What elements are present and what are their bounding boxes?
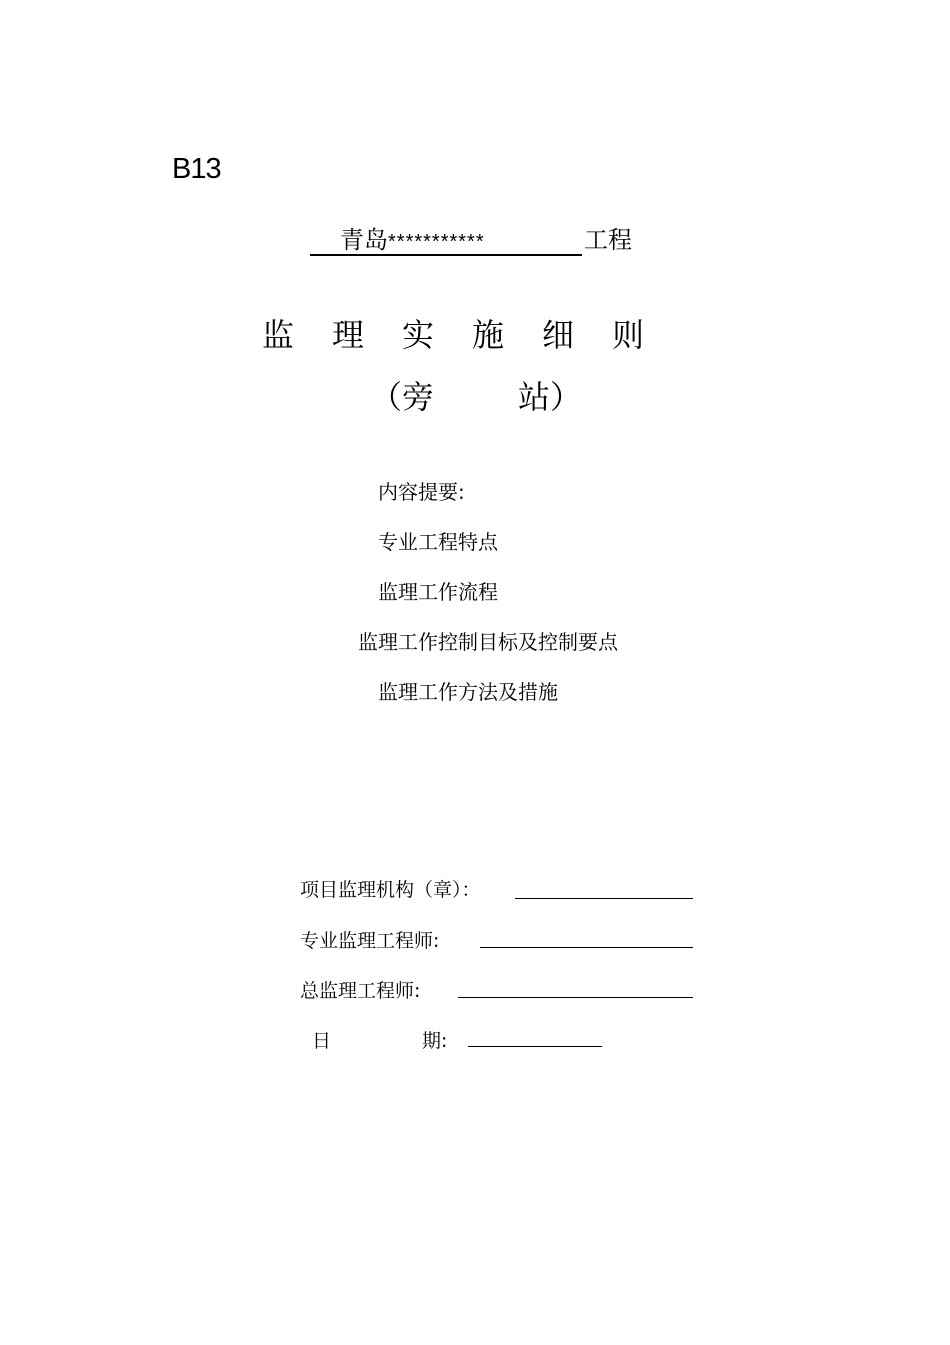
document-title: 监理实施细则: [262, 316, 683, 354]
contents-item: 监理工作流程: [378, 580, 498, 604]
subtitle-close: 站）: [518, 378, 583, 416]
project-suffix: 工程: [584, 226, 632, 254]
engineer-label: 专业监理工程师:: [300, 930, 440, 952]
date-label-left: 日: [312, 1030, 332, 1052]
contents-item: 监理工作方法及措施: [378, 680, 558, 704]
contents-item: 监理工作控制目标及控制要点: [358, 630, 618, 654]
engineer-signature-line[interactable]: [480, 925, 693, 948]
subtitle-open: （旁: [370, 378, 435, 416]
org-signature-line[interactable]: [515, 876, 693, 899]
contents-item: 专业工程特点: [378, 530, 498, 554]
project-name-prefix: 青岛: [340, 226, 388, 254]
date-label-right: 期:: [422, 1030, 448, 1052]
project-name-masked: ***********: [388, 231, 485, 253]
document-subtitle: [370, 372, 582, 418]
date-line[interactable]: [468, 1024, 602, 1047]
document-code: B13: [172, 153, 221, 185]
project-name-field: [310, 224, 582, 256]
chief-engineer-label: 总监理工程师:: [300, 980, 421, 1002]
org-label: 项目监理机构（章）：: [300, 879, 481, 901]
chief-engineer-signature-line[interactable]: [458, 975, 693, 998]
contents-heading: 内容提要:: [378, 480, 465, 504]
